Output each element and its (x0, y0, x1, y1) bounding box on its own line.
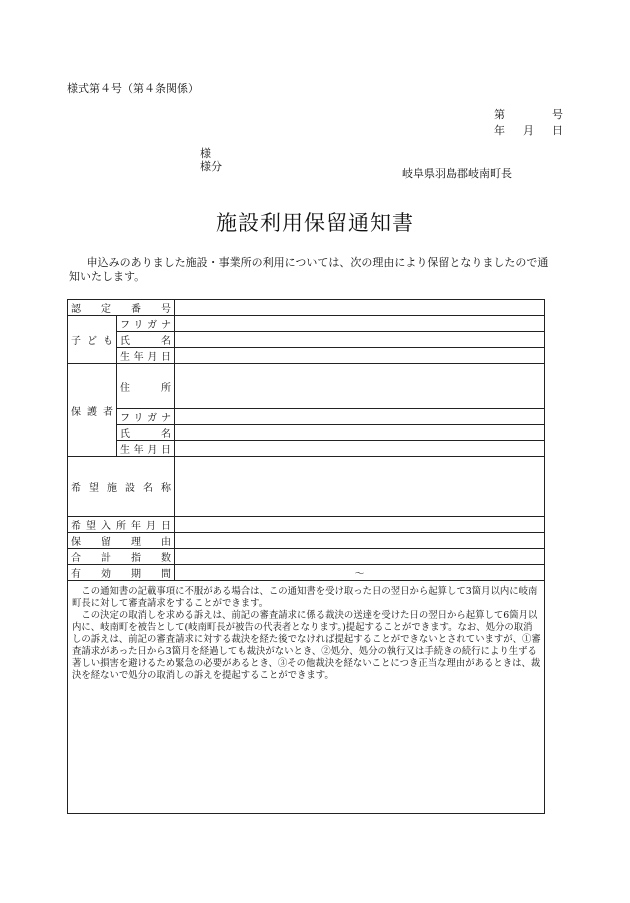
recipient-sama: 様 (200, 147, 211, 160)
number-dai: 第 (494, 108, 505, 121)
label-guardian-address: 住所 (117, 364, 175, 409)
intro-text: 申込みのありました施設・事業所の利用については、次の理由により保留となりましたので通知いたします。 (69, 256, 549, 283)
label-index: 合計指数 (68, 549, 175, 565)
label-validity: 有効期間 (68, 565, 175, 581)
value-guardian-address[interactable] (175, 364, 545, 409)
value-reason[interactable] (175, 533, 545, 549)
label-guardian-name: 氏名 (117, 425, 175, 441)
notice-box (67, 574, 545, 814)
date-month: 月 (523, 124, 534, 137)
value-facility[interactable] (175, 457, 545, 517)
value-child-birthdate[interactable] (175, 348, 545, 364)
info-table (67, 299, 545, 581)
value-guardian-name[interactable] (175, 425, 545, 441)
label-child-birthdate: 生年月日 (117, 348, 175, 364)
label-reason: 保留理由 (68, 533, 175, 549)
value-cert-number[interactable] (175, 300, 545, 316)
label-entry-date: 希望入所年月日 (68, 517, 175, 533)
label-guardian-furigana: フリガナ (117, 409, 175, 425)
page-title: 施設利用保留通知書 (216, 211, 414, 235)
label-child-furigana: フリガナ (117, 316, 175, 332)
value-index[interactable] (175, 549, 545, 565)
label-child-name: 氏名 (117, 332, 175, 348)
label-cert-number: 認定番号 (68, 300, 175, 316)
notice-paragraph-2: この決定の取消しを求める訴えは、前記の審査請求に係る裁決の送達を受けた日の翌日から起算して6箇月以内に、岐南町を被告として(岐南町長が被告の代表者となります。)提起することができます。なお、処分の取消しの訴えは、前記の審査請求に対する裁決を経た後でなければ提起することができないとされていますが、①審査請求があった日から3箇月を経過しても裁決がないとき、②処分、処分の執行又は手続きの続行により生ずる著しい損害を避けるため緊急の必要があるとき、③その他裁決を経ないことにつき正当な理由があるときは、裁決を経ないで処分の取消しの訴えを提起することができます。 (72, 610, 541, 681)
notice-paragraph-1: この通知書の記載事項に不服がある場合は、この通知書を受け取った日の翌日から起算して3箇月以内に岐南町長に対して審査請求をすることができます。 (72, 586, 538, 609)
date-day: 日 (552, 124, 563, 137)
label-guardian-birthdate: 生年月日 (117, 441, 175, 457)
value-validity[interactable]: ～ (175, 565, 545, 581)
form-number: 様式第４号（第４条関係） (67, 82, 199, 95)
value-entry-date[interactable] (175, 517, 545, 533)
label-facility: 希望施設名称 (68, 457, 175, 517)
number-go: 号 (552, 108, 563, 121)
value-guardian-furigana[interactable] (175, 409, 545, 425)
date-year: 年 (494, 124, 505, 137)
issuer: 岐阜県羽島郡岐南町長 (402, 167, 512, 180)
value-guardian-birthdate[interactable] (175, 441, 545, 457)
value-child-name[interactable] (175, 332, 545, 348)
value-child-furigana[interactable] (175, 316, 545, 332)
label-guardian: 保護者 (68, 364, 117, 457)
label-child: 子ども (68, 316, 117, 364)
recipient-samabun: 様分 (200, 160, 222, 173)
